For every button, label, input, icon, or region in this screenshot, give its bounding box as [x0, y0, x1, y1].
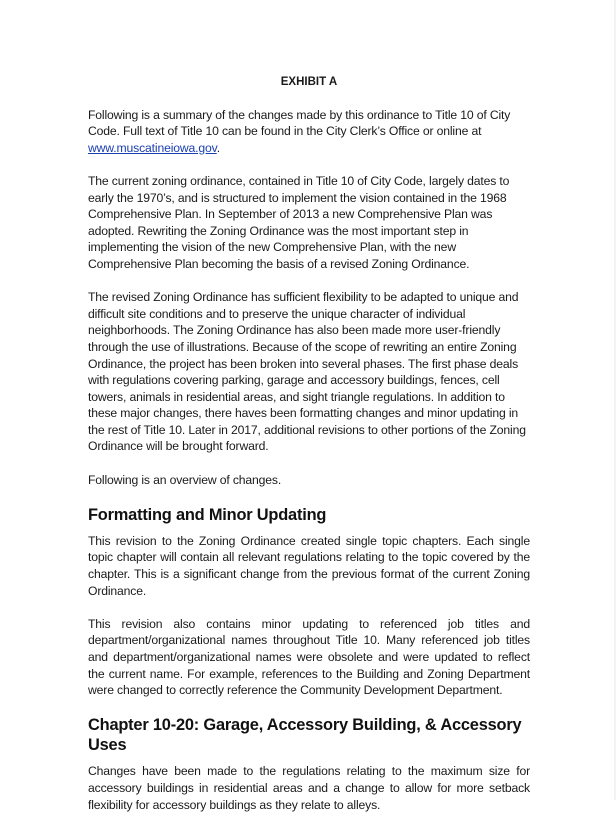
intro-text-end: . — [216, 140, 220, 155]
document-title: EXHIBIT A — [280, 76, 338, 88]
chapter-10-20-paragraph: Changes have been made to the regulations relating to the maximum size for accessory buildings in residential areas and a change to allow for more setback flexibility for accessory buildings as they relate to alleys. — [88, 764, 530, 812]
city-website-link[interactable]: www.muscatineiowa.gov — [88, 140, 217, 155]
intro-paragraph — [88, 107, 530, 157]
section-heading-formatting: Formatting and Minor Updating — [88, 505, 327, 524]
intro-text: Following is a summary of the changes made by this ordinance to Title 10 of City Code. Full text of Title 10 can be found in the City Clerk’s Office or online at — [88, 107, 511, 139]
document-body — [88, 74, 530, 830]
history-paragraph: The current zoning ordinance, contained in Title 10 of City Code, largely dates to early the 1970’s, and is structured to implement the vision contained in the 1968 Comprehensive Plan. In September of 2013 a new Comprehensive Plan was adopted. Rewriting the Zoning Ordinance was the most important step in implementing the vision of the new Comprehensive Plan, with the new Comprehensive Plan becoming the basis of a revised Zoning Ordinance. — [88, 173, 510, 271]
overview-lead-paragraph: Following is an overview of changes. — [88, 472, 282, 487]
section-heading-chapter-10-20: Chapter 10-20: Garage, Accessory Building, & Accessory Uses — [88, 716, 522, 755]
formatting-paragraph-1: This revision to the Zoning Ordinance created single topic chapters. Each single topic chapter will contain all relevant regulations relating to the topic covered by the chapter. This is a significant change from the previous format of the current Zoning Ordinance. — [88, 533, 530, 598]
formatting-paragraph-2: This revision also contains minor updating to referenced job titles and department/organizational names throughout Title 10. Many referenced job titles and department/organizational names were obsolete and were updated to reflect the current name. For example, references to the Building and Zoning Department were changed to correctly reference the Community Development Department. — [88, 616, 530, 698]
revision-summary-paragraph: The revised Zoning Ordinance has sufficient flexibility to be adapted to unique and difficult site conditions and to preserve the unique character of individual neighborhoods. The Zoning Ordinance has also been made more user-friendly through the use of illustrations. Because of the scope of rewriting an entire Zoning Ordinance, the project has been broken into several phases. The first phase deals with regulations covering parking, garage and accessory buildings, fences, cell towers, animals in residential areas, and sight triangle regulations. In addition to these major changes, there haves been formatting changes and minor updating in the rest of Title 10. Later in 2017, additional revisions to other portions of the Zoning Ordinance will be brought forward. — [88, 290, 526, 454]
